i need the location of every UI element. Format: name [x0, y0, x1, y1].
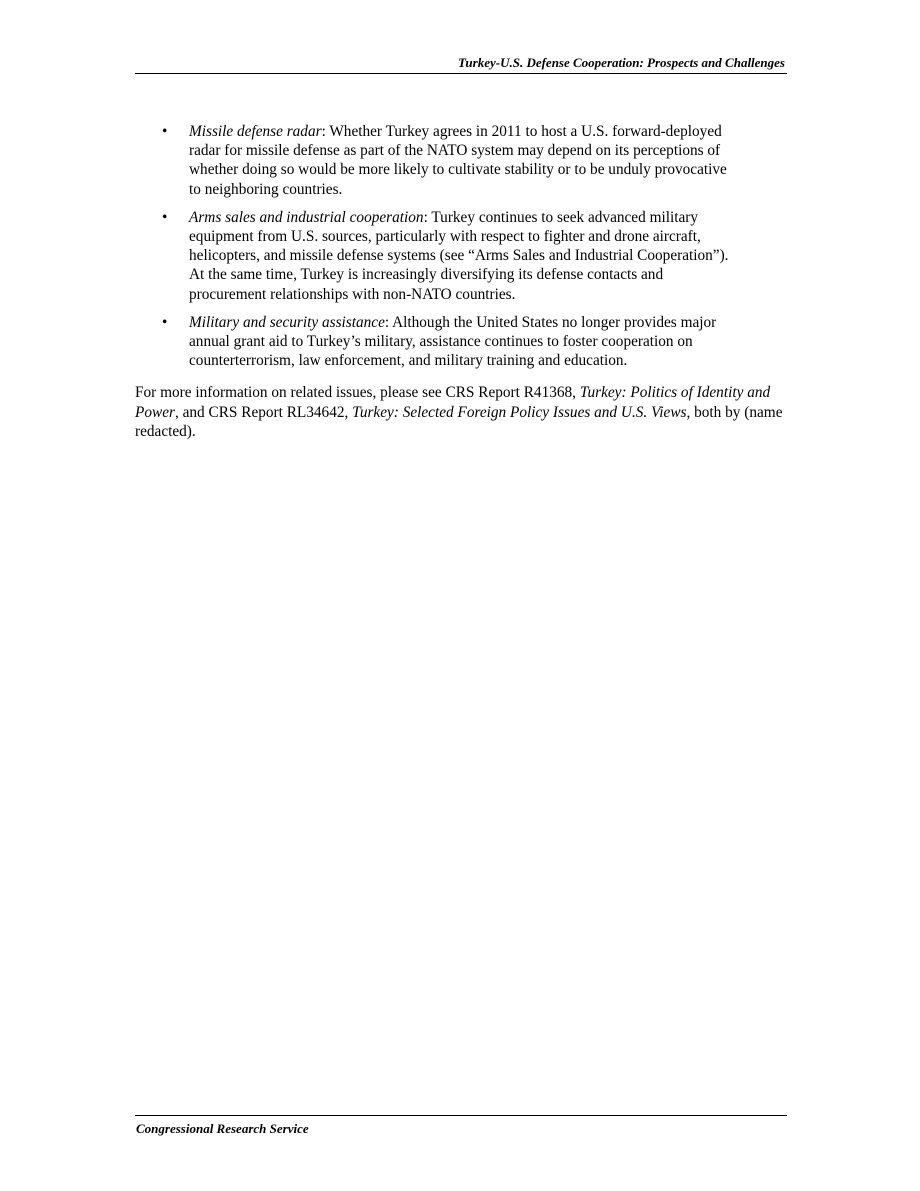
paragraph-text: , and CRS Report RL34642,	[174, 403, 353, 421]
bullet-text: : Although the United States no longer provides major annual grant aid to Turkey’s military, assistance continues to foster cooperation on counterterrorism, law enforcement, and military training and education.	[189, 313, 717, 370]
bullet-text: : Whether Turkey agrees in 2011 to host a U.S. forward-deployed radar for missile defense as part of the NATO system may depend on its perceptions of whether doing so would be more likely to cultivate stability or to be unduly provocative to neighboring countries.	[189, 123, 727, 198]
page-content	[135, 122, 787, 441]
bullet-term: Arms sales and industrial cooperation	[189, 208, 424, 226]
bullet-term: Military and security assistance	[189, 313, 385, 331]
footer-org-name: Congressional Research Service	[136, 1121, 309, 1136]
bullet-dot-icon: •	[162, 208, 168, 226]
paragraph-text: , both by (name redacted).	[135, 403, 783, 440]
report-title-link: Turkey: Selected Foreign Policy Issues and U.S. Views	[352, 403, 687, 421]
running-title: Turkey-U.S. Defense Cooperation: Prospects and Challenges	[457, 55, 785, 70]
page-header	[135, 54, 787, 74]
page-footer	[135, 1115, 787, 1137]
bullet-list	[135, 122, 787, 370]
report-title-link: Turkey: Politics of Identity and Power	[135, 384, 771, 421]
bullet-missile-defense-radar	[135, 122, 734, 199]
bullet-text: : Turkey continues to seek advanced military equipment from U.S. sources, particularly with respect to fighter and drone aircraft, helicopters, and missile defense systems (see “Arms Sales and Industrial Cooperation”). At the same time, Turkey is increasingly diversifying its defense contacts and procurement relationships with non-NATO countries.	[189, 208, 729, 303]
bullet-dot-icon: •	[162, 123, 168, 140]
paragraph-text: For more information on related issues, please see CRS Report R41368,	[135, 384, 580, 402]
bullet-dot-icon: •	[162, 313, 168, 331]
bullet-arms-sales	[135, 208, 734, 304]
bullet-military-assistance	[135, 313, 734, 371]
related-reports-paragraph	[135, 379, 787, 441]
bullet-term: Missile defense radar	[189, 123, 322, 140]
